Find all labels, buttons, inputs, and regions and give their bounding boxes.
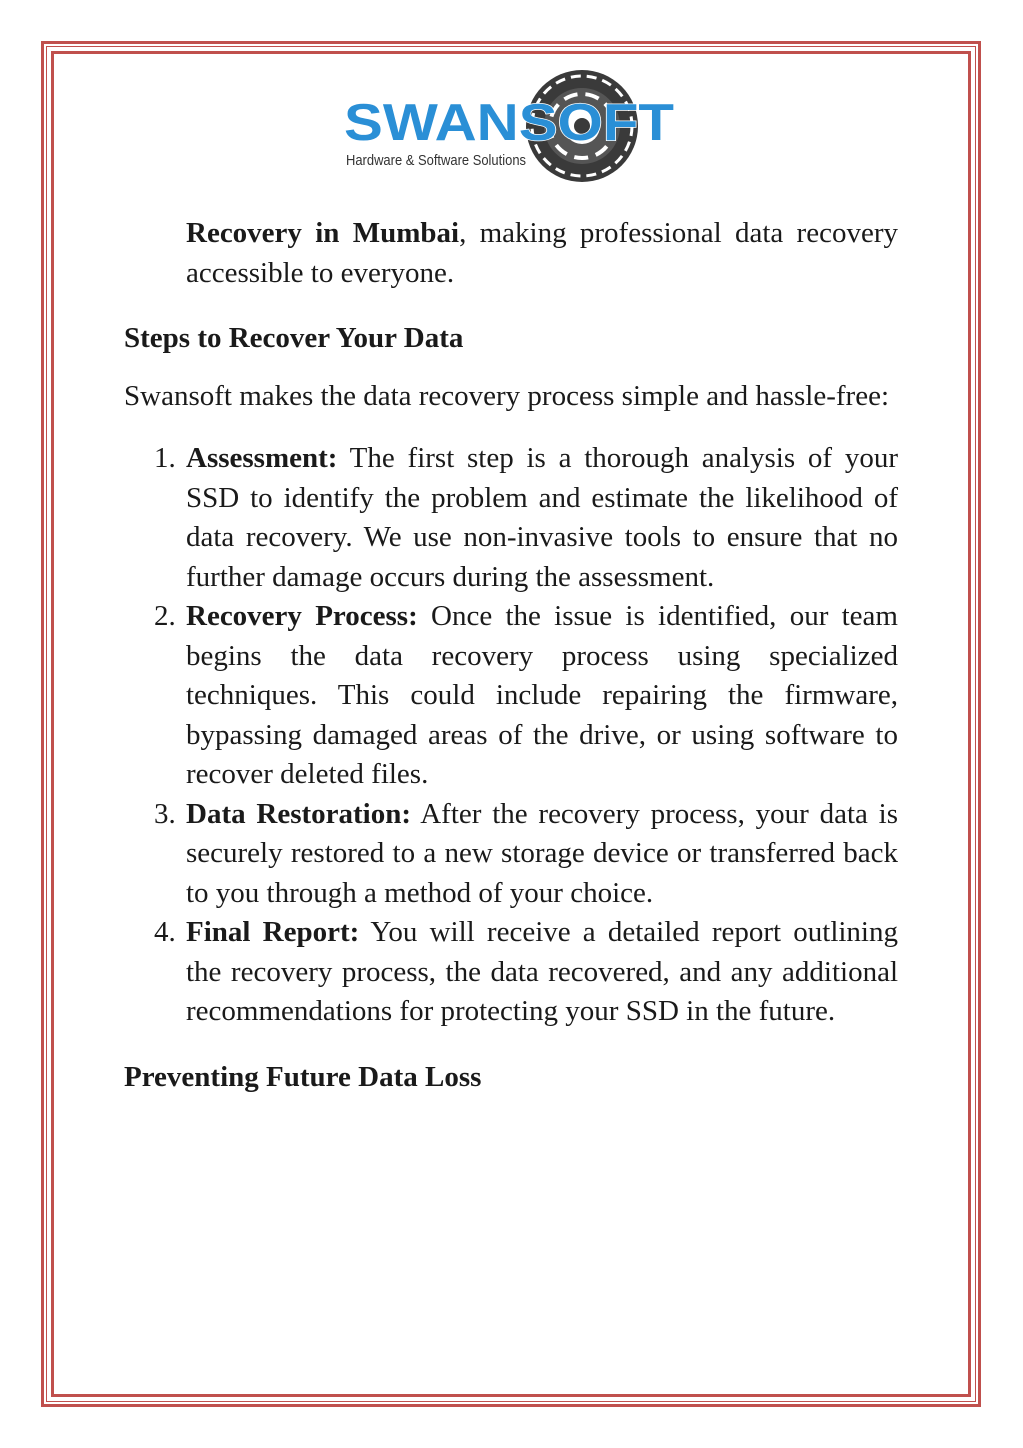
list-item <box>124 439 898 597</box>
continuation-paragraph <box>124 214 898 293</box>
logo-tagline: Hardware & Software Solutions <box>346 152 526 169</box>
list-item-text: Once the issue is identified, our team begins the data recovery process using specialized techniques. This could include repairing the firmware, bypassing damaged areas of the drive, or using software to recover deleted files. <box>186 600 898 790</box>
list-item-text: You will receive a detailed report outlining the recovery process, the data recovered, and any additional recommendations for protecting your SSD in the future. <box>186 916 898 1027</box>
list-item-title: Final Report: <box>186 916 360 948</box>
logo-brand: SWANSOFT <box>344 94 675 152</box>
list-item-number: 3. <box>154 797 176 830</box>
section-heading-prevention: Preventing Future Data Loss <box>124 1060 482 1093</box>
list-item-number: 2. <box>154 600 176 632</box>
list-item-text: The first step is a thorough analysis of your SSD to identify the problem and estimate the likelihood of data recovery. We use non-invasive tools to ensure that no further damage occurs during the assessment. <box>186 442 898 593</box>
list-item-title: Data Restoration: <box>186 797 412 830</box>
continuation-bold: Recovery in Mumbai <box>186 217 460 249</box>
list-item <box>124 913 898 1032</box>
intro-paragraph: Swansoft makes the data recovery process simple and hassle-free: <box>124 379 890 412</box>
list-item-text: After the recovery process, your data is securely restored to a new storage device or transferred back to you through a method of your choice. <box>186 797 899 909</box>
document-body <box>124 214 898 1097</box>
steps-list <box>124 439 898 1032</box>
list-item-number: 1. <box>154 442 176 474</box>
swansoft-logo <box>340 68 685 188</box>
list-item-title: Assessment: <box>186 442 338 474</box>
continuation-text: , making professional data recovery accessible to everyone. <box>186 217 898 289</box>
section-heading-steps: Steps to Recover Your Data <box>124 322 464 354</box>
list-item <box>124 597 898 795</box>
list-item-number: 4. <box>154 916 176 948</box>
list-item-title: Recovery Process: <box>186 600 418 632</box>
list-item <box>124 795 898 914</box>
